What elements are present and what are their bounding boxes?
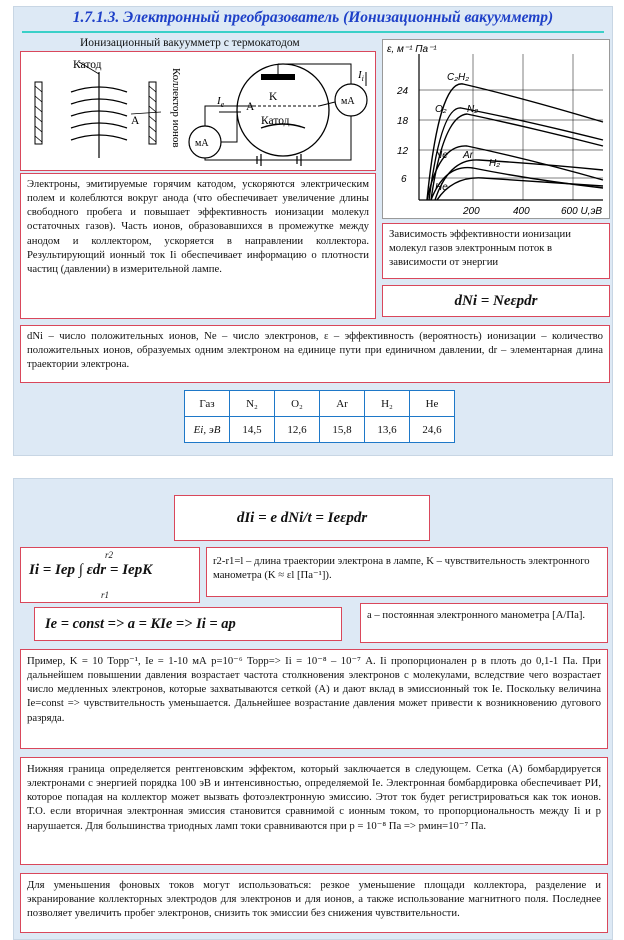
legend-c2h2: C₂H₂ — [447, 72, 470, 83]
legend-o2: O₂ — [435, 104, 447, 115]
table-header-cell: N₂ — [230, 391, 275, 417]
table-cell: 15,8 — [320, 417, 365, 443]
anode-label-2: А — [246, 101, 255, 113]
table-row — [185, 417, 455, 443]
table-header-cell: He — [410, 391, 455, 417]
ammeter-left: мА — [195, 138, 209, 149]
legend-n2: N₂ — [467, 104, 479, 115]
background-reduction-text: Для уменьшения фоновых токов могут использоваться: резкое уменьшение площади коллектора, разделение и экранирование коллекторных электродов для электронов и для ионов, а также использование магнитного поля. Последнее позволяет увеличить пробег электронов, снизить ток эмиссии без снижения чувствительности. — [20, 873, 608, 933]
trajectory-text: r2-r1=l – длина траектории электрона в лампе, K – чувствительность электронного манометра (K ≈ εl [Па⁻¹]). — [206, 547, 608, 597]
k-label: K — [269, 91, 278, 103]
curve-he — [437, 178, 603, 200]
ytick: 12 — [397, 146, 409, 157]
slide-subtitle: Ионизационный вакуумметр с термокатодом — [80, 37, 300, 49]
title-underline — [22, 31, 604, 33]
collector-label: Коллектор ионов — [170, 68, 182, 148]
curve-ar — [427, 146, 603, 200]
lower-limit-text: Нижняя граница определяется рентгеновским эффектом, который заключается в следующем. Сетка (А) бомбардируется электронами с энергией порядка 100 эВ и интенсивностью, определяемой Ie. Электронная бомбардировка обеспечивает РИ, которое попадая на коллектор может вызвать фотоэлектронную эмиссию. Этот ток будет регистрироваться как ток ионов. Т.О. если вторичная электронная эмиссия становится сравнимой с ионным током, то пропорциональность между Ii и p нарушается. Для большинства триодных ламп токи сравниваются при p = 10⁻⁸ Па => pмин=10⁻⁷ Па. — [20, 757, 608, 865]
formula-dni: dNi = Neεpdr — [382, 285, 610, 317]
table-cell: 14,5 — [230, 417, 275, 443]
integral-lower-limit: r1 — [101, 590, 110, 600]
table-header-cell: O₂ — [275, 391, 320, 417]
formula-integral — [20, 547, 200, 603]
formula-dii: dIi = e dNi/t = Ieεpdr — [174, 495, 430, 541]
definitions-text: dNi – число положительных ионов, Ne – число электронов, ε – эффективность (вероятность) ионизации – количество положительных ионов, образуемых одним электроном на единице пути при единичном давлении, dr – элементарная длина траектории электрона. — [20, 325, 610, 383]
formula-const: Ie = const => a = KIe => Ii = ap — [34, 607, 342, 641]
ionization-curves — [383, 40, 609, 218]
integral-upper-limit: r2 — [105, 550, 114, 560]
slide-title: 1.7.1.3. Электронный преобразователь (Ионизационный вакуумметр) — [72, 9, 554, 26]
cathode-label: Катод — [73, 59, 102, 71]
ytick: 6 — [401, 174, 407, 185]
table-header-cell: H₂ — [365, 391, 410, 417]
vacuum-gauge-diagram — [20, 51, 376, 171]
curve-c2h2 — [427, 84, 603, 200]
main-description: Электроны, эмитируемые горячим катодом, ускоряются электрическим полем и колеблются вокруг анода (что обеспечивает увеличение длины свободного пробега и повышает эффективность ионизации молекул остаточных газов). Часть ионов, образовавшихся в промежутке между анодом и коллектором, ускоряется в направлении коллектора. Результирующий ионный ток Ii обеспечивает информацию о плотности частиц (давлении) в измерительной лампе. — [20, 173, 376, 319]
ytick: 18 — [397, 116, 409, 127]
dependence-caption: Зависимость эффективности ионизации молекул газов электронным поток в зависимости от энергии — [382, 223, 610, 279]
legend-ar: Ar — [463, 150, 473, 161]
table-header-cell: Газ — [185, 391, 230, 417]
table-cell: Ei, эВ — [185, 417, 230, 443]
example-text: Пример, K = 10 Торр⁻¹, Ie = 1-10 мА p=10⁻⁶ Торр=> Ii = 10⁻⁸ – 10⁻⁷ А. Ii пропорционален p в плоть до 0,1-1 Па. При дальнейшем повышении давления возрастает частота столкновения электронов с молекулами, вследствие чего возрастает число медленных электронов, которые захватываются сеткой (А) и дают вклад в эмиссионный ток Ie. Поскольку величина Ie=const => чувствительность уменьшается. Дальнейшее возрастание давления может привести к возникновению дугового разряда. — [20, 649, 608, 749]
table-cell: 24,6 — [410, 417, 455, 443]
table-header-row — [185, 391, 455, 417]
anode-label: А — [131, 115, 140, 127]
ionization-plot — [382, 39, 610, 219]
legend-h2: H₂ — [489, 158, 501, 169]
table-cell: 12,6 — [275, 417, 320, 443]
ionization-energy-table — [184, 390, 455, 443]
ytick: 24 — [397, 86, 409, 97]
ammeter-right: мА — [341, 96, 355, 107]
xtick: 400 — [513, 206, 530, 217]
slide-1 — [13, 6, 613, 456]
integral-expression: Ii = Iep ∫ εdr = IepK — [29, 562, 153, 578]
cathode-label-2: Катод — [261, 115, 290, 127]
constant-text: a – постоянная электронного манометра [А/Па]. — [360, 603, 608, 643]
ie-label: $I_e$ — [217, 95, 225, 109]
ii-label: $I_i$ — [358, 69, 364, 83]
slide-2 — [13, 478, 613, 940]
plot-ylabel: ε, м⁻¹ Па⁻¹ — [387, 44, 437, 55]
legend-ne: Ne — [435, 150, 448, 161]
xtick: 600 U,эВ — [561, 206, 603, 217]
gauge-schematic — [21, 52, 375, 170]
table-cell: 13,6 — [365, 417, 410, 443]
legend-he: He — [435, 182, 448, 193]
table-header-cell: Ar — [320, 391, 365, 417]
xtick: 200 — [463, 206, 480, 217]
